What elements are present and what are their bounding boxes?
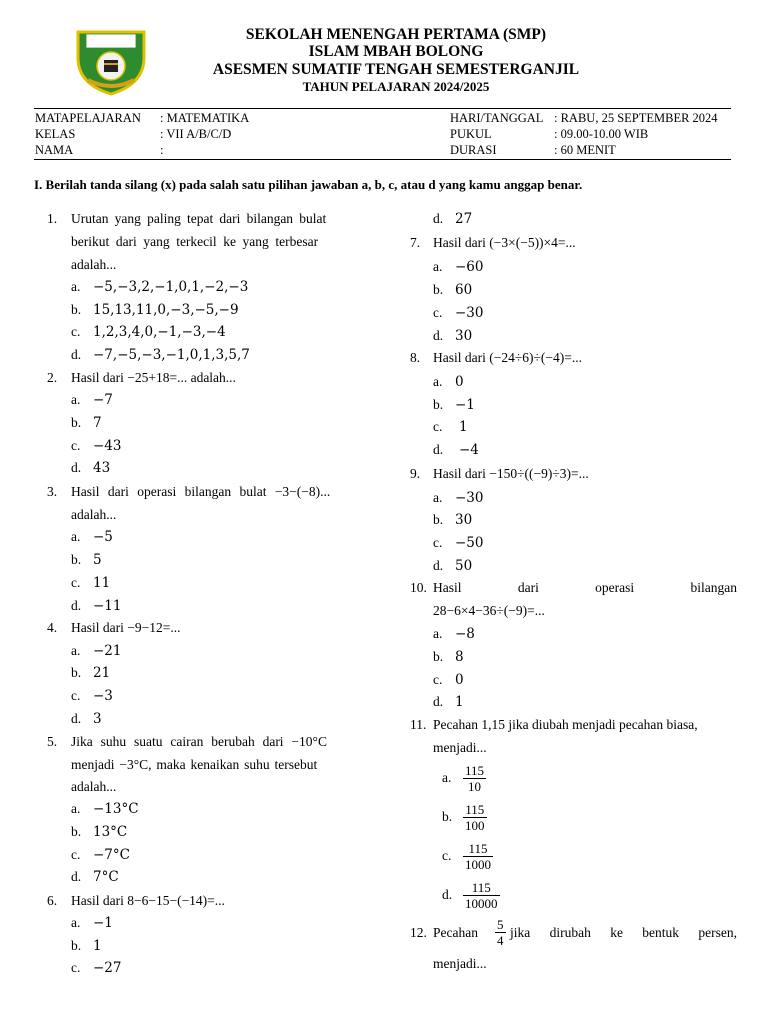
q10-word: bilangan: [690, 580, 737, 595]
fraction-denominator: 1000: [465, 857, 491, 872]
fraction-denominator: 10000: [465, 896, 498, 911]
q12-fraction: [495, 917, 506, 948]
info-value-class: : VII A/B/C/D: [160, 127, 232, 141]
option-label: a.: [433, 626, 443, 641]
q11-text: Pecahan 1,15 jika diubah menjadi pecahan biasa,: [433, 717, 698, 732]
q8-option-a: 0: [455, 374, 464, 390]
q8-text: Hasil dari (−24÷6)÷(−4)=...: [433, 350, 583, 365]
q10-number: 10.: [410, 580, 427, 595]
q7-option-b: 60: [455, 282, 473, 298]
info-value-subject: : MATEMATIKA: [160, 111, 250, 125]
q11-option-a: [463, 763, 486, 794]
q3-option-b: 5: [93, 552, 102, 568]
q1-text: berikut dari yang terkecil ke yang terbesar: [71, 234, 319, 249]
q10-text: [433, 580, 737, 596]
option-label: d.: [433, 211, 444, 226]
q2-number: 2.: [47, 370, 58, 385]
q12-text: [510, 925, 737, 941]
q9-option-a: −30: [455, 490, 484, 506]
fraction-denominator: 4: [497, 933, 504, 948]
q7-option-a: −60: [455, 259, 484, 275]
q5-option-a: −13°C: [93, 801, 139, 817]
q3-option-d: −11: [93, 598, 122, 614]
q6-option-d: 27: [455, 211, 473, 227]
option-label: c.: [433, 305, 443, 320]
q4-option-a: −21: [93, 643, 122, 659]
option-label: d.: [433, 558, 444, 573]
option-label: b.: [442, 809, 453, 824]
q8-number: 8.: [410, 350, 421, 365]
info-value-time: : 09.00-10.00 WIB: [554, 127, 649, 141]
option-label: d.: [442, 887, 453, 902]
q1-option-d: −7,−5,−3,−1,0,1,3,5,7: [93, 347, 250, 363]
option-label: d.: [71, 347, 82, 362]
school-name-subtitle: ISLAM MBAH BOLONG: [308, 43, 484, 60]
q7-text: Hasil dari (−3×(−5))×4=...: [433, 235, 576, 250]
q10-option-d: 1: [455, 694, 464, 710]
option-label: c.: [71, 324, 81, 339]
option-label: d.: [433, 328, 444, 343]
q1-text: Urutan yang paling tepat dari bilangan bulat: [71, 211, 327, 226]
info-label-name: NAMA: [35, 143, 74, 157]
q10-word: dari: [517, 580, 539, 595]
option-label: c.: [71, 847, 81, 862]
q12-word: ke: [610, 925, 623, 940]
option-label: b.: [71, 665, 82, 680]
q10-option-c: 0: [455, 672, 464, 688]
q3-number: 3.: [47, 484, 58, 499]
q12-word: bentuk: [642, 925, 680, 940]
option-label: a.: [71, 392, 81, 407]
q9-option-c: −50: [455, 535, 484, 551]
q3-option-c: 11: [93, 575, 111, 591]
option-label: c.: [71, 688, 81, 703]
q2-option-c: −43: [93, 438, 122, 454]
q4-text: Hasil dari −9−12=...: [71, 620, 181, 635]
option-label: c.: [71, 575, 81, 590]
q2-option-b: 7: [93, 415, 102, 431]
q3-text: Hasil dari operasi bilangan bulat −3−(−8)...: [71, 484, 331, 499]
option-label: d.: [71, 869, 82, 884]
q1-option-c: 1,2,3,4,0,−1,−3,−4: [93, 324, 226, 340]
q6-option-b: 1: [93, 938, 102, 954]
option-label: d.: [71, 711, 82, 726]
option-label: a.: [71, 529, 81, 544]
option-label: a.: [71, 801, 81, 816]
q4-option-b: 21: [93, 665, 111, 681]
q5-text: adalah...: [71, 779, 117, 794]
q12-word: jika: [510, 925, 531, 940]
q5-text: menjadi −3°C, maka kenaikan suhu tersebut: [71, 757, 318, 772]
q11-option-c: [463, 841, 493, 872]
fraction-denominator: 100: [465, 818, 485, 833]
q5-text: Jika suhu suatu cairan berubah dari −10°C: [71, 734, 327, 749]
q4-number: 4.: [47, 620, 58, 635]
q4-option-d: 3: [93, 711, 102, 727]
fraction-denominator: 10: [463, 778, 486, 794]
info-value-duration: : 60 MENIT: [554, 143, 616, 157]
info-value-date: : RABU, 25 SEPTEMBER 2024: [554, 111, 718, 125]
q9-text: Hasil dari −150÷((−9)÷3)=...: [433, 466, 589, 481]
option-label: b.: [433, 282, 444, 297]
q4-option-c: −3: [93, 688, 113, 704]
fraction-numerator: 5: [497, 917, 504, 932]
q8-option-b: −1: [455, 397, 475, 413]
q2-option-d: 43: [93, 460, 111, 476]
academic-year: TAHUN PELAJARAN 2024/2025: [302, 79, 490, 94]
q3-option-a: −5: [93, 529, 113, 545]
option-label: c.: [442, 848, 452, 863]
option-label: b.: [71, 415, 82, 430]
q8-option-d: −4: [459, 442, 479, 458]
q5-number: 5.: [47, 734, 58, 749]
q10-option-a: −8: [455, 626, 475, 642]
option-label: d.: [433, 442, 444, 457]
q6-option-a: −1: [93, 915, 113, 931]
option-label: c.: [71, 438, 81, 453]
q10-word: operasi: [595, 580, 635, 595]
option-label: a.: [433, 374, 443, 389]
q12-word: Pecahan: [433, 925, 478, 940]
option-label: a.: [71, 643, 81, 658]
info-label-time: PUKUL: [450, 127, 492, 141]
q1-option-b: 15,13,11,0,−3,−5,−9: [93, 302, 239, 318]
school-name-title: SEKOLAH MENENGAH PERTAMA (SMP): [245, 26, 547, 43]
option-label: a.: [442, 770, 452, 785]
q2-text: Hasil dari −25+18=... adalah...: [71, 370, 236, 385]
q12-word: dirubah: [549, 925, 591, 940]
fraction-numerator: 115: [468, 841, 488, 856]
q10-word: Hasil: [433, 580, 462, 595]
q10-option-b: 8: [455, 649, 464, 665]
q9-option-b: 30: [455, 512, 473, 528]
q7-option-c: −30: [455, 305, 484, 321]
info-label-duration: DURASI: [450, 143, 497, 157]
option-label: c.: [71, 960, 81, 975]
q12-word: persen,: [698, 925, 737, 940]
option-label: b.: [71, 302, 82, 317]
fraction-numerator: 115: [465, 802, 485, 817]
option-label: d.: [71, 460, 82, 475]
q12-text: menjadi...: [433, 956, 487, 971]
info-label-subject: MATAPELAJARAN: [35, 111, 141, 125]
fraction-numerator: 115: [471, 880, 491, 895]
q12-number: 12.: [410, 925, 427, 940]
q1-number: 1.: [47, 211, 58, 226]
info-label-class: KELAS: [35, 127, 76, 141]
q5-option-d: 7°C: [93, 869, 119, 885]
q1-option-a: −5,−3,2,−1,0,1,−2,−3: [93, 279, 249, 295]
q1-text: adalah...: [71, 257, 117, 272]
q9-option-d: 50: [455, 558, 473, 574]
option-label: d.: [71, 598, 82, 613]
option-label: b.: [71, 824, 82, 839]
exam-title: ASESMEN SUMATIF TENGAH SEMESTERGANJIL: [212, 61, 580, 78]
q5-option-b: 13°C: [93, 824, 128, 840]
option-label: a.: [71, 915, 81, 930]
info-value-name: :: [160, 143, 164, 157]
q5-option-c: −7°C: [93, 847, 130, 863]
q11-number: 11.: [410, 717, 427, 732]
q7-option-d: 30: [455, 328, 473, 344]
option-label: b.: [433, 397, 444, 412]
q6-option-c: −27: [93, 960, 122, 976]
option-label: b.: [71, 938, 82, 953]
option-label: c.: [433, 672, 443, 687]
q11-option-b: [463, 802, 487, 833]
option-label: a.: [433, 490, 443, 505]
q2-option-a: −7: [93, 392, 113, 408]
option-label: a.: [71, 279, 81, 294]
q8-option-c: 1: [459, 419, 468, 435]
q3-text: adalah...: [71, 507, 117, 522]
q6-number: 6.: [47, 893, 58, 908]
q11-text: menjadi...: [433, 740, 487, 755]
q6-text: Hasil dari 8−6−15−(−14)=...: [71, 893, 225, 908]
q9-number: 9.: [410, 466, 421, 481]
q11-option-d: [463, 880, 500, 911]
option-label: b.: [433, 512, 444, 527]
option-label: b.: [433, 649, 444, 664]
option-label: a.: [433, 259, 443, 274]
section-instruction: I. Berilah tanda silang (x) pada salah satu pilihan jawaban a, b, c, atau d yang kamu anggap benar.: [34, 177, 583, 192]
option-label: d.: [433, 694, 444, 709]
option-label: b.: [71, 552, 82, 567]
q7-number: 7.: [410, 235, 421, 250]
option-label: c.: [433, 419, 443, 434]
option-label: c.: [433, 535, 443, 550]
fraction-numerator: 115: [465, 763, 485, 778]
q10-text: 28−6×4−36÷(−9)=...: [433, 603, 545, 618]
info-label-date: HARI/TANGGAL: [450, 111, 544, 125]
